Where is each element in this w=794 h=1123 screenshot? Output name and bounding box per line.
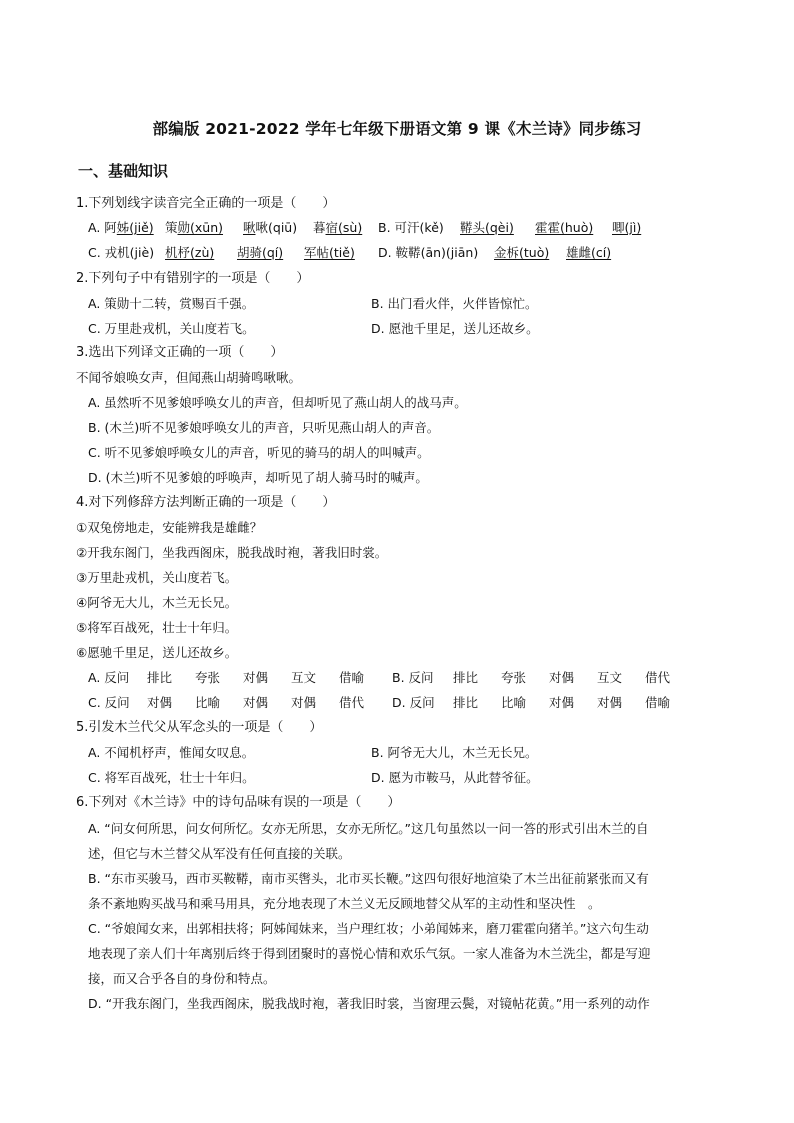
- question-5-option-b: B. 阿爷无大儿，木兰无长兄。: [371, 745, 538, 760]
- question-5-option-c: C. 将军百战死，壮士十年归。: [88, 770, 255, 785]
- question-1-option-b-word-2: 鞯头(qèi): [460, 220, 514, 235]
- question-1-option-a: [88, 219, 154, 237]
- question-2-option-b: B. 出门看火伴，火伴皆惊忙。: [371, 296, 538, 311]
- question-4-stem: 4.对下列修辞方法判断正确的一项是（ ）: [76, 495, 336, 510]
- question-1-option-d-word-2: 金柝(tuò): [494, 245, 550, 260]
- document-title: 部编版 2021-2022 学年七年级下册语文第 9 课《木兰诗》同步练习: [152, 120, 642, 138]
- question-4-option-c-2: 对偶: [147, 695, 173, 710]
- question-4-option-d-3: 比喻: [501, 695, 527, 710]
- question-6-option-c-line-1: C. “爷娘闻女来，出郭相扶将；阿姊闻妹来，当户理红妆；小弟闻姊来，磨刀霍霍向猪羊。”这六句生动: [88, 921, 649, 936]
- question-4-option-b-5: 互文: [597, 670, 623, 685]
- question-6-option-a-line-2: 述，但它与木兰替父从军没有任何直接的关联。: [88, 846, 351, 861]
- question-4-option-b-2: 排比: [453, 670, 479, 685]
- question-3-stem: 3.选出下列译文正确的一项（ ）: [76, 345, 284, 360]
- question-2-option-c: C. 万里赴戎机，关山度若飞。: [88, 321, 255, 336]
- question-4-option-c-4: 对偶: [243, 695, 269, 710]
- question-4-option-d-2: 排比: [453, 695, 479, 710]
- question-1-stem: 1.下列划线字读音完全正确的一项是（ ）: [76, 196, 336, 211]
- question-4-option-b-4: 对偶: [549, 670, 575, 685]
- question-2-option-d: D. 愿池千里足，送儿还故乡。: [371, 321, 539, 336]
- question-4-item-2: ②开我东阁门，坐我西阁床，脱我战时袍，著我旧时裳。: [76, 545, 388, 560]
- question-2-stem: 2.下列句子中有错别字的一项是（ ）: [76, 271, 310, 286]
- question-1-option-d: D. 鞍鞯(ān)(jiān): [378, 245, 479, 260]
- question-4-item-1: ①双兔傍地走，安能辨我是雄雌？: [76, 520, 263, 535]
- section-heading: 一、基础知识: [78, 162, 169, 180]
- question-4-item-4: ④阿爷无大儿，木兰无长兄。: [76, 595, 238, 610]
- question-6-option-a-line-1: A. “问女何所思，问女何所忆。女亦无所思，女亦无所忆。”这几句虽然以一问一答的形式引出木兰的自: [88, 821, 649, 836]
- option-a-word-4b: 宿(sù): [325, 220, 363, 235]
- question-4-option-a-4: 对偶: [243, 670, 269, 685]
- option-a-word-2b: 勋(xūn): [177, 220, 224, 235]
- question-6-option-c-line-2: 地表现了亲人们十年离别后终于得到团聚时的喜悦心情和欢乐气氛。一家人准备为木兰洗尘，都是写迎: [88, 946, 651, 961]
- question-4-item-5: ⑤将军百战死，壮士十年归。: [76, 620, 238, 635]
- question-6-option-d-line-1: D. “开我东阁门，坐我西阁床，脱我战时袍，著我旧时裳，当窗理云鬓，对镜帖花黄。”用一系列的动作: [88, 996, 650, 1011]
- question-3-option-c: C. 听不见爹娘呼唤女儿的声音，听见的骑马的胡人的叫喊声。: [88, 445, 430, 460]
- option-a-word-3a: 啾: [243, 220, 256, 235]
- question-6-option-b-line-2: 条不紊地购买战马和乘马用具，充分地表现了木兰义无反顾地替父从军的主动性和坚决性 。: [88, 896, 601, 911]
- question-1-option-a-word-4: [313, 219, 362, 237]
- question-1-option-c-word-3: 胡骑(qí): [237, 245, 284, 260]
- option-a-word-2a: 策: [165, 220, 178, 235]
- question-1-option-c-word-4: 军帖(tiě): [304, 245, 355, 260]
- question-4-item-3: ③万里赴戎机，关山度若飞。: [76, 570, 238, 585]
- question-4-option-b-3: 夸张: [501, 670, 527, 685]
- question-5-option-d: D. 愿为市鞍马，从此替爷征。: [371, 770, 539, 785]
- question-2-option-a: A. 策勋十二转，赏赐百千强。: [88, 296, 255, 311]
- question-4-option-c-5: 对偶: [291, 695, 317, 710]
- question-4-option-a-3: 夸张: [195, 670, 221, 685]
- question-3-option-b: B. (木兰)听不见爹娘呼唤女儿的声音，只听见燕山胡人的声音。: [88, 420, 440, 435]
- question-1-option-c-word-2: 机杼(zù): [165, 245, 215, 260]
- question-4-option-c-3: 比喻: [195, 695, 221, 710]
- question-4-option-c-1: C. 反问: [88, 695, 130, 710]
- question-4-option-c-6: 借代: [339, 695, 365, 710]
- question-6-option-b-line-1: B. “东市买骏马，西市买鞍鞯，南市买辔头，北市买长鞭。”这四句很好地渲染了木兰出征前紧张而又有: [88, 871, 649, 886]
- question-5-stem: 5.引发木兰代父从军念头的一项是（ ）: [76, 720, 323, 735]
- question-1-option-b-word-4: 唧(jì): [612, 220, 642, 235]
- question-4-option-d-4: 对偶: [549, 695, 575, 710]
- question-6-option-c-line-3: 接，而又合乎各自的身份和特点。: [88, 971, 276, 986]
- question-5-option-a: A. 不闻机杼声，惟闻女叹息。: [88, 745, 255, 760]
- question-3-text: 不闻爷娘唤女声，但闻燕山胡骑鸣啾啾。: [76, 370, 302, 385]
- question-1-option-a-word-2: [165, 219, 223, 237]
- question-1-option-a-word-3: [243, 219, 297, 237]
- question-3-option-a: A. 虽然听不见爹娘呼唤女儿的声音，但却听见了燕山胡人的战马声。: [88, 395, 467, 410]
- question-4-option-d-5: 对偶: [597, 695, 623, 710]
- question-1-option-b: B. 可汗(kě): [378, 220, 444, 235]
- question-4-item-6: ⑥愿驰千里足，送儿还故乡。: [76, 645, 238, 660]
- option-a-label: A. 阿: [88, 220, 117, 235]
- option-a-word-4a: 暮: [313, 220, 326, 235]
- question-4-option-d-1: D. 反问: [392, 695, 435, 710]
- question-4-option-a-6: 借喻: [339, 670, 365, 685]
- question-4-option-a-2: 排比: [147, 670, 173, 685]
- option-a-word-1: 姊(jiě): [116, 220, 154, 235]
- question-3-option-d: D. (木兰)听不见爹娘的呼唤声，却听见了胡人骑马时的喊声。: [88, 470, 428, 485]
- question-4-option-d-6: 借喻: [645, 695, 671, 710]
- question-1-option-c: C. 戎机(jiè): [88, 245, 155, 260]
- question-1-option-d-word-3: 雄雌(cí): [566, 245, 612, 260]
- question-1-option-b-word-3: 霍霍(huò): [535, 220, 594, 235]
- question-4-option-b-6: 借代: [645, 670, 671, 685]
- question-4-option-a-5: 互文: [291, 670, 317, 685]
- question-4-option-a-1: A. 反问: [88, 670, 130, 685]
- question-4-option-b-1: B. 反问: [392, 670, 434, 685]
- question-6-stem: 6.下列对《木兰诗》中的诗句品味有误的一项是（ ）: [76, 795, 401, 810]
- option-a-word-3b: 啾(qiū): [255, 220, 298, 235]
